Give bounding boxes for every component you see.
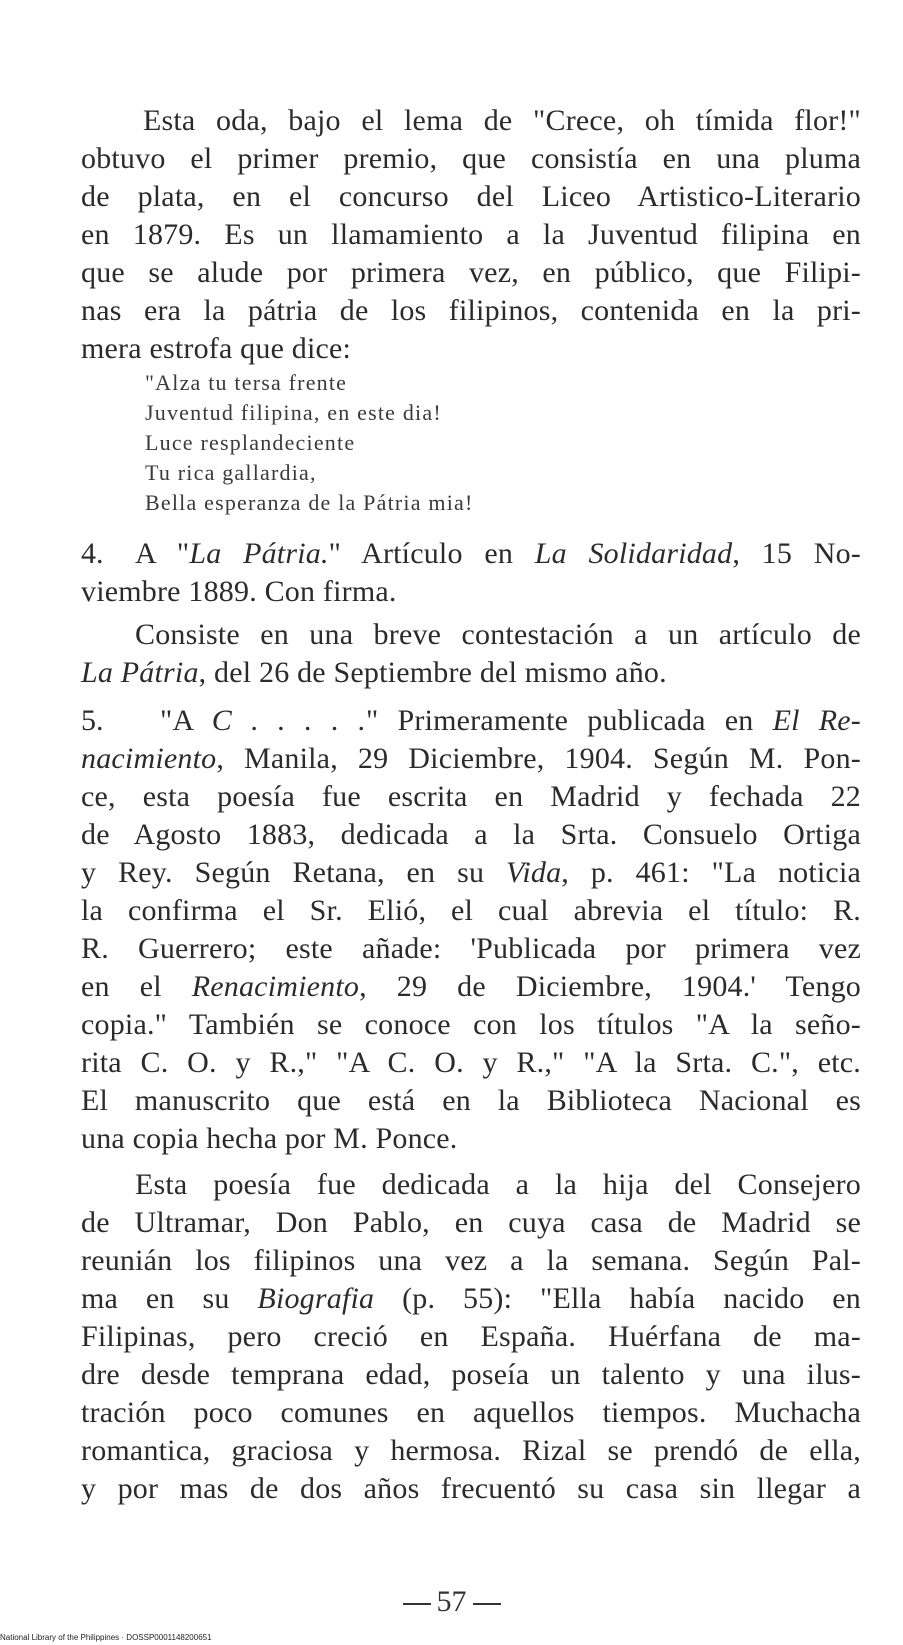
text-line: Filipinas, pero creció en España. Huérfana de ma-	[81, 1320, 861, 1353]
text-line: en 1879. Es un llamamiento a la Juventud filipina en	[81, 218, 861, 251]
text-line	[160, 703, 861, 739]
scan-footer: National Library of the Philippines · DOSSP0001148200651	[0, 1633, 212, 1642]
text-line: ce, esta poesía fue escrita en Madrid y fechada 22	[81, 780, 861, 813]
title-italic: Biografia	[257, 1282, 375, 1315]
dash-right	[473, 1603, 501, 1605]
text-line: de plata, en el concurso del Liceo Artistico-Literario	[81, 180, 861, 213]
publication-italic: La Solidaridad	[534, 537, 733, 570]
text-fragment: , p. 461: "La noticia	[561, 856, 861, 889]
text-line	[81, 741, 861, 777]
text-line	[81, 855, 861, 891]
text-fragment: , 15 No-	[732, 537, 861, 570]
text-line: de Ultramar, Don Pablo, en cuya casa de Madrid se	[81, 1206, 861, 1239]
item-number: 5.	[81, 704, 104, 737]
verse-line: Juventud filipina, en este dia!	[145, 400, 442, 425]
text-line: de Agosto 1883, dedicada a la Srta. Consuelo Ortiga	[81, 818, 861, 851]
publication-italic: El Re-	[772, 704, 861, 737]
text-line: obtuvo el primer premio, que consistía en una pluma	[81, 142, 861, 175]
text-line: y por mas de dos años frecuentó su casa sin llegar a	[81, 1472, 861, 1505]
publication-italic: nacimiento	[81, 742, 217, 775]
text-line: viembre 1889. Con firma.	[81, 575, 397, 608]
dash-left	[403, 1603, 431, 1605]
text-line: El manuscrito que está en la Biblioteca Nacional es	[81, 1084, 861, 1117]
text-fragment: ma en su	[81, 1282, 258, 1315]
text-fragment: "A	[160, 704, 212, 737]
text-fragment: " Artículo en	[328, 537, 535, 570]
verse-line: Luce resplandeciente	[145, 430, 356, 455]
text-fragment: y Rey. Según Retana, en su	[81, 856, 507, 889]
text-fragment: en el	[81, 970, 192, 1003]
title-italic: Vida	[506, 856, 562, 889]
text-line: Consiste en una breve contestación a un artículo de	[135, 618, 861, 651]
text-line: tración poco comunes en aquellos tiempos. Muchacha	[81, 1396, 861, 1429]
text-fragment: (p. 55): "Ella había nacido en	[374, 1282, 861, 1315]
title-italic: C . . . . .	[211, 704, 366, 737]
text-line: nas era la pátria de los filipinos, contenida en la pri-	[81, 294, 861, 327]
verse-line: Bella esperanza de la Pátria mia!	[145, 490, 474, 515]
title-italic: La Pátria	[81, 656, 199, 689]
text-line	[135, 536, 861, 572]
text-line: rita C. O. y R.," "A C. O. y R.," "A la Srta. C.", etc.	[81, 1046, 861, 1079]
text-fragment: " Primeramente publicada en	[365, 704, 773, 737]
text-line: reunián los filipinos una vez a la semana. Según Pal-	[81, 1244, 861, 1277]
text-fragment: , 29 de Diciembre, 1904.' Tengo	[359, 970, 862, 1003]
text-fragment: , Manila, 29 Diciembre, 1904. Según M. Pon-	[216, 742, 861, 775]
text-line	[81, 1281, 861, 1317]
text-line: Esta poesía fue dedicada a la hija del Consejero	[135, 1168, 861, 1201]
text-line: la confirma el Sr. Elió, el cual abrevia el título: R.	[81, 894, 861, 927]
text-line	[81, 655, 861, 691]
page-number	[0, 1585, 903, 1619]
text-line: dre desde temprana edad, poseía un talento y una ilus-	[81, 1358, 861, 1391]
text-line: copia." También se conoce con los títulos "A la seño-	[81, 1008, 861, 1041]
text-line: R. Guerrero; este añade: 'Publicada por primera vez	[81, 932, 861, 965]
text-fragment: A "	[135, 537, 190, 570]
text-line: que se alude por primera vez, en público, que Filipi-	[81, 256, 861, 289]
text-line: romantica, graciosa y hermosa. Rizal se prendó de ella,	[81, 1434, 861, 1467]
title-italic: La Pátria.	[189, 537, 329, 570]
text-line: Esta oda, bajo el lema de "Crece, oh tímida flor!"	[143, 104, 861, 137]
verse-line: Tu rica gallardia,	[145, 460, 317, 485]
text-fragment: , del 26 de Septiembre del mismo año.	[198, 656, 667, 689]
verse-line: "Alza tu tersa frente	[145, 370, 348, 395]
text-line	[81, 969, 861, 1005]
title-italic: Renacimiento	[191, 970, 360, 1003]
text-line: mera estrofa que dice:	[81, 332, 352, 365]
page-number-value: 57	[436, 1585, 467, 1618]
text-line: una copia hecha por M. Ponce.	[81, 1122, 458, 1155]
item-number: 4.	[81, 537, 104, 570]
